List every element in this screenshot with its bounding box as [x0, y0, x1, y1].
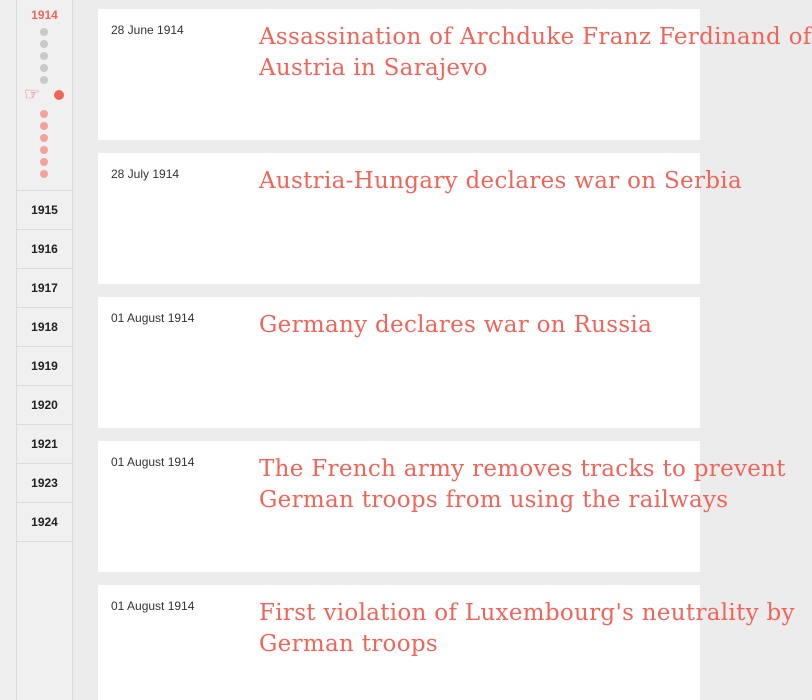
year-link-1923[interactable]: 1923 [17, 464, 72, 503]
year-link-1919[interactable]: 1919 [17, 347, 72, 386]
event-date: 28 July 1914 [111, 167, 180, 181]
current-month-dot[interactable] [54, 90, 64, 100]
event-title[interactable] [259, 166, 742, 197]
year-link-1924[interactable]: 1924 [17, 503, 72, 542]
event-card[interactable] [98, 297, 700, 428]
month-dot[interactable] [40, 28, 48, 36]
timeline-sidebar [0, 0, 71, 700]
event-title-line: Assassination of Archduke Franz Ferdinand of [259, 24, 812, 50]
event-title-line: First violation of Luxembourg's neutrality by [259, 600, 795, 626]
month-dot[interactable] [40, 134, 48, 142]
event-title-line: German troops [259, 631, 438, 657]
event-title-line: Germany declares war on Russia [259, 312, 653, 338]
month-dot[interactable] [40, 170, 48, 178]
year-link-1921[interactable]: 1921 [17, 425, 72, 464]
event-card[interactable] [98, 441, 786, 572]
event-title-line: German troops from using the railways [259, 487, 729, 513]
year-navigation [16, 0, 73, 700]
year-link-1918[interactable]: 1918 [17, 308, 72, 347]
event-title[interactable] [259, 598, 795, 660]
month-dot[interactable] [40, 146, 48, 154]
month-dot[interactable] [40, 110, 48, 118]
event-card[interactable] [98, 9, 812, 140]
event-title-line: The French army removes tracks to prevent [259, 456, 786, 482]
event-date: 01 August 1914 [111, 455, 195, 469]
year-link-1917[interactable]: 1917 [17, 269, 72, 308]
active-year-label[interactable]: 1914 [31, 8, 58, 22]
event-date: 01 August 1914 [111, 599, 195, 613]
month-dot[interactable] [40, 64, 48, 72]
month-dot[interactable] [40, 122, 48, 130]
event-card[interactable] [98, 585, 795, 700]
active-year-section[interactable] [17, 0, 72, 191]
event-title[interactable] [259, 310, 700, 341]
month-dot[interactable] [40, 76, 48, 84]
year-link-1916[interactable]: 1916 [17, 230, 72, 269]
event-title-line: Austria in Sarajevo [259, 55, 488, 81]
month-dot[interactable] [40, 158, 48, 166]
month-dot[interactable] [40, 52, 48, 60]
year-link-1920[interactable]: 1920 [17, 386, 72, 425]
event-title-line: Austria-Hungary declares war on Serbia [259, 168, 742, 194]
month-dot[interactable] [40, 40, 48, 48]
event-card[interactable] [98, 153, 742, 284]
event-title[interactable] [259, 454, 786, 516]
event-date: 28 June 1914 [111, 23, 184, 37]
event-title[interactable] [259, 22, 812, 84]
event-date: 01 August 1914 [111, 311, 195, 325]
year-link-1915[interactable]: 1915 [17, 191, 72, 230]
pointing-hand-icon: ☞ [24, 84, 41, 104]
